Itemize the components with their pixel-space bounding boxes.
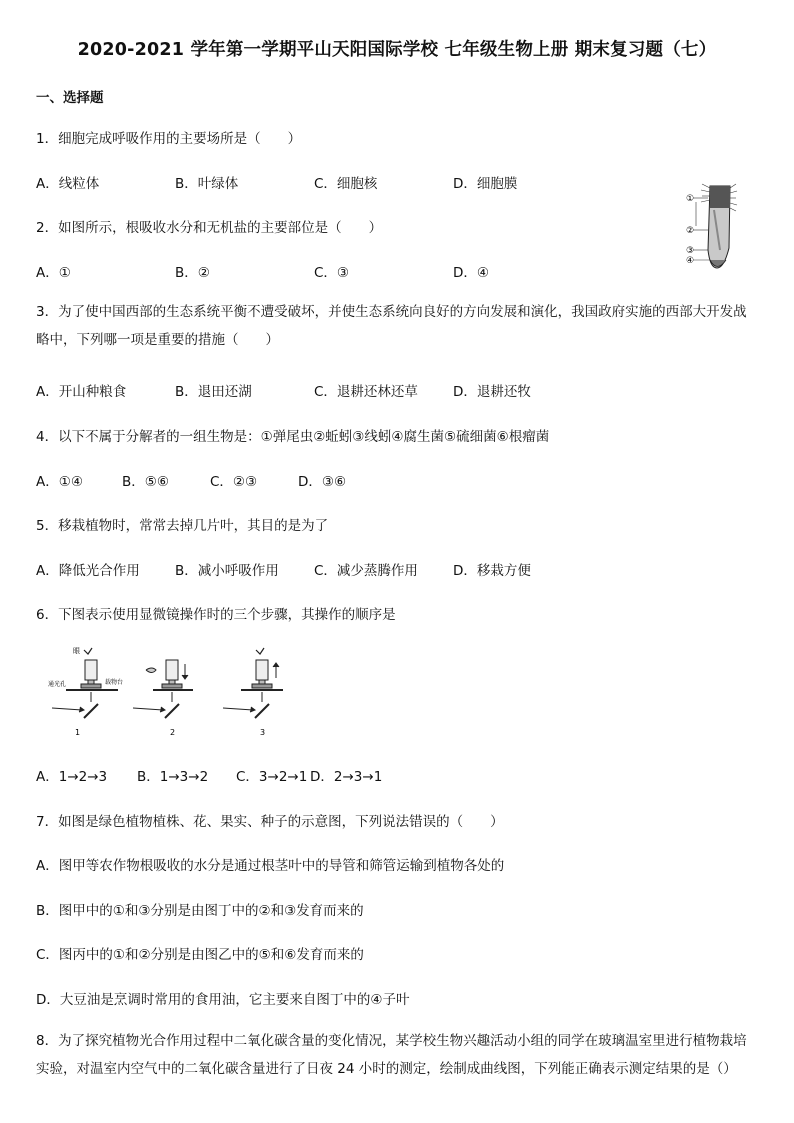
option-b[interactable]: B．⑤⑥ — [122, 474, 169, 490]
question-6-stem: 6．下图表示使用显微镜操作时的三个步骤，其操作的顺序是 — [36, 607, 396, 623]
option-b[interactable]: B．减小呼吸作用 — [175, 563, 279, 579]
option-c[interactable]: C．图丙中的①和②分别是由图乙中的⑤和⑥发育而来的 — [36, 947, 364, 963]
eye-label: 眼 — [73, 647, 80, 655]
option-c[interactable]: C．③ — [314, 265, 350, 281]
option-b[interactable]: B．退田还湖 — [175, 384, 252, 400]
aperture-label: 通光孔 — [48, 681, 67, 688]
root-label-1: ① — [686, 194, 695, 204]
question-5-options — [36, 559, 531, 579]
step-number-1: 1 — [75, 728, 81, 737]
question-2-options — [36, 261, 489, 281]
option-d[interactable]: D．③⑥ — [298, 474, 347, 490]
option-a[interactable]: A．① — [36, 265, 71, 281]
option-d[interactable]: D．大豆油是烹调时常用的食用油，它主要来自图丁中的④子叶 — [36, 992, 410, 1008]
option-a[interactable]: A．线粒体 — [36, 176, 100, 192]
page-title: 2020-2021 学年第一学期平山天阳国际学校 七年级生物上册 期末复习题（七） — [77, 40, 717, 60]
option-d[interactable]: D．2→3→1 — [310, 769, 383, 785]
option-c[interactable]: C．②③ — [210, 474, 258, 490]
option-a[interactable]: A．1→2→3 — [36, 769, 108, 785]
option-a[interactable]: A．降低光合作用 — [36, 563, 140, 579]
question-5-stem: 5．移栽植物时，常常去掉几片叶，其目的是为了 — [36, 518, 329, 534]
step-number-2: 2 — [170, 728, 176, 737]
question-1-stem: 1．细胞完成呼吸作用的主要场所是（ ） — [36, 131, 302, 147]
option-b[interactable]: B．1→3→2 — [137, 769, 209, 785]
question-4-stem: 4．以下不属于分解者的一组生物是：①弹尾虫②蚯蚓③线蚓④腐生菌⑤硫细菌⑥根瘤菌 — [36, 429, 550, 445]
option-a[interactable]: A．①④ — [36, 474, 83, 490]
root-label-3: ③ — [686, 246, 695, 256]
root-tip-figure — [672, 180, 742, 272]
question-1-options — [36, 172, 517, 192]
question-3-options — [36, 380, 531, 400]
question-3-stem: 3．为了使中国西部的生态系统平衡不遭受破坏，并使生态系统向良好的方向发展和演化，我国政府实施的西部大开发战略中，下列哪一项是重要的措施（ ） — [36, 304, 747, 348]
step-number-3: 3 — [260, 728, 266, 737]
option-d[interactable]: D．④ — [453, 265, 489, 281]
root-label-2: ② — [686, 226, 695, 236]
option-c[interactable]: C．退耕还林还草 — [314, 384, 418, 400]
option-d[interactable]: D．退耕还牧 — [453, 384, 531, 400]
section-heading: 一、选择题 — [36, 90, 104, 106]
option-b[interactable]: B．叶绿体 — [175, 176, 239, 192]
option-d[interactable]: D．细胞膜 — [453, 176, 518, 192]
question-6-options — [36, 765, 382, 785]
option-c[interactable]: C．减少蒸腾作用 — [314, 563, 418, 579]
microscope-steps-figure — [48, 644, 298, 739]
option-a[interactable]: A．图甲等农作物根吸收的水分是通过根茎叶中的导管和筛管运输到植物各处的 — [36, 858, 505, 874]
question-7-stem: 7．如图是绿色植物植株、花、果实、种子的示意图，下列说法错误的（ ） — [36, 814, 504, 830]
question-2-stem: 2．如图所示，根吸收水分和无机盐的主要部位是（ ） — [36, 220, 383, 236]
root-label-4: ④ — [686, 256, 695, 266]
stage-label: 载物台 — [105, 679, 124, 686]
step-2-diagram — [133, 660, 193, 718]
option-c[interactable]: C．3→2→1 — [236, 769, 308, 785]
option-d[interactable]: D．移栽方便 — [453, 563, 531, 579]
step-3-diagram — [223, 648, 283, 718]
option-a[interactable]: A．开山种粮食 — [36, 384, 127, 400]
question-4-options — [36, 470, 346, 490]
question-8-stem: 8．为了探究植物光合作用过程中二氧化碳含量的变化情况，某学校生物兴趣活动小组的同学在玻璃温室里进行植物栽培实验，对温室内空气中的二氧化碳含量进行了日夜 24 小时的测定，绘制成曲线图，下列能正确表示测定结果的是（） — [36, 1033, 747, 1077]
option-b[interactable]: B．② — [175, 265, 210, 281]
option-b[interactable]: B．图甲中的①和③分别是由图丁中的②和③发育而来的 — [36, 903, 364, 919]
option-c[interactable]: C．细胞核 — [314, 176, 378, 192]
